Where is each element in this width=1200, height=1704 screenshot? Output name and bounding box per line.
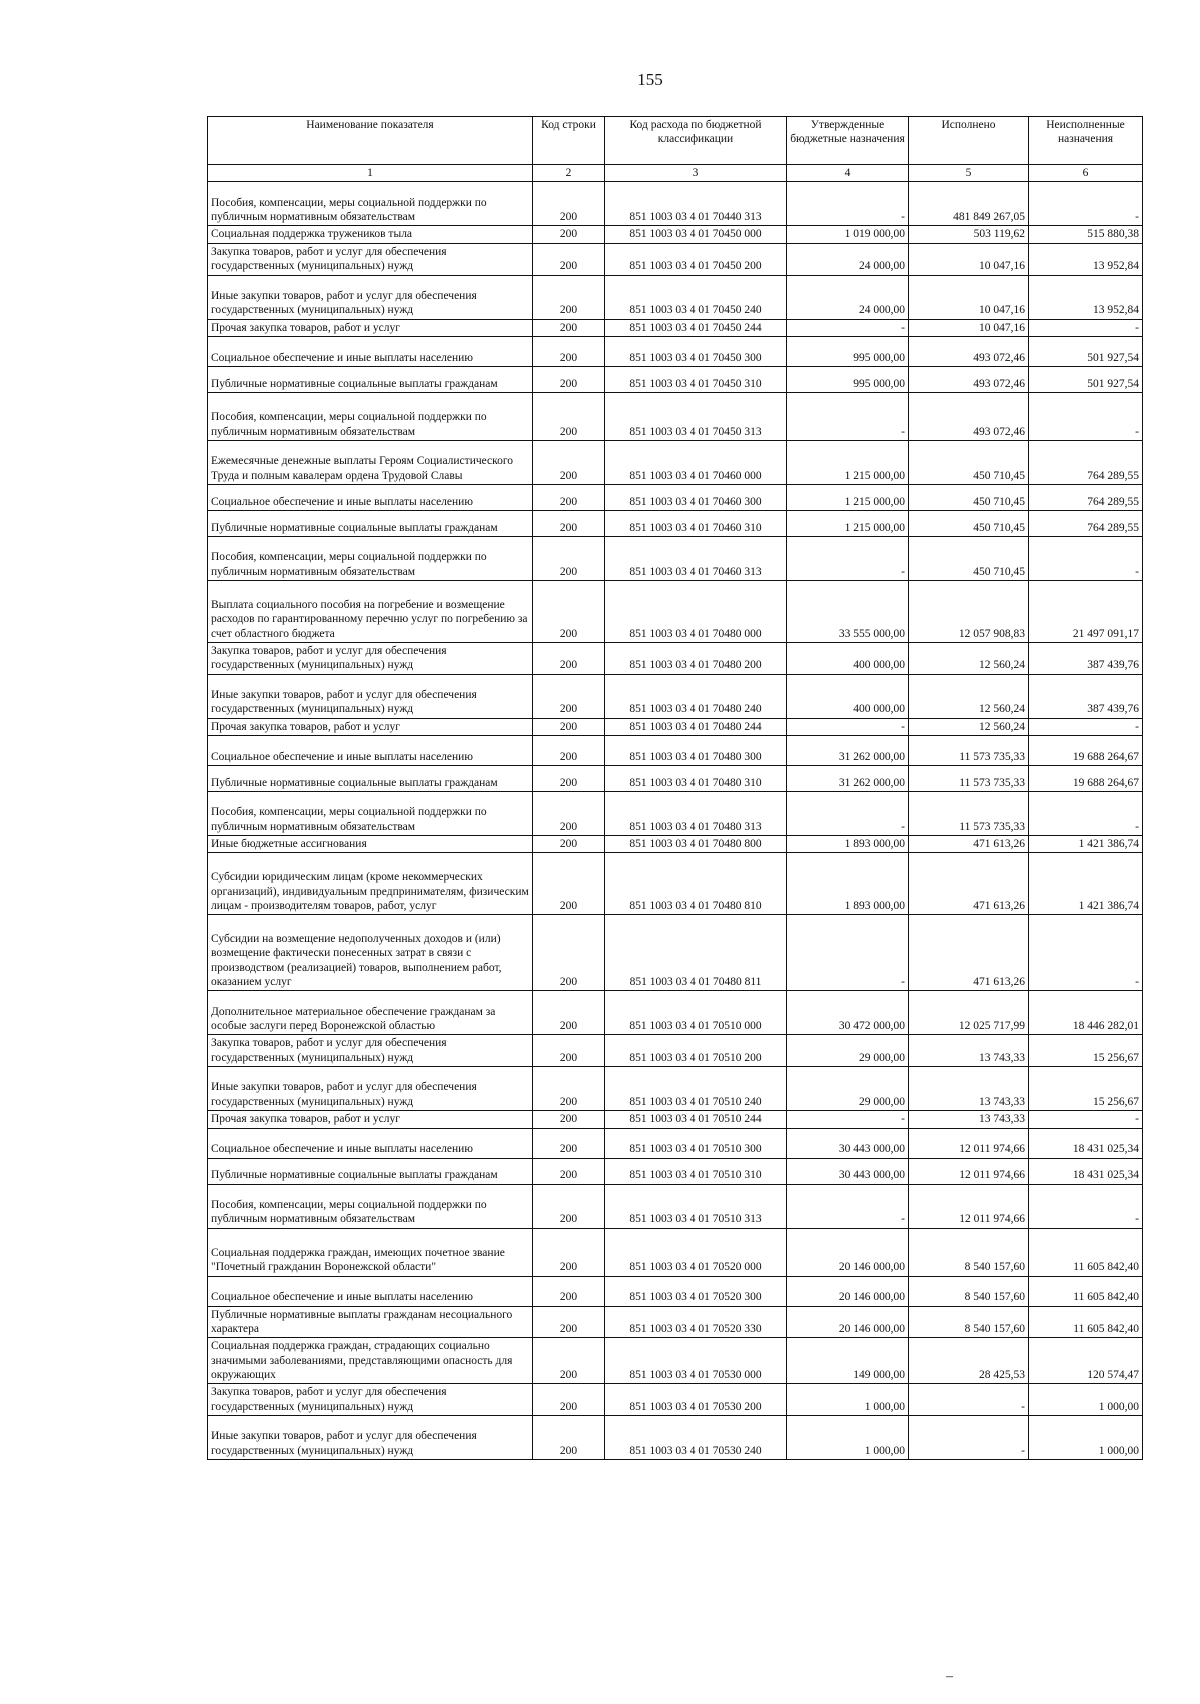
row-unexecuted-amount: 764 289,55 xyxy=(1029,440,1143,484)
row-executed-amount: 493 072,46 xyxy=(909,336,1029,366)
row-indicator-name: Закупка товаров, работ и услуг для обеспечения государственных (муниципальных) нужд xyxy=(208,243,533,275)
table-row xyxy=(208,1035,1143,1067)
table-row xyxy=(208,718,1143,735)
header-executed: Исполнено xyxy=(909,117,1029,165)
row-approved-amount: 1 215 000,00 xyxy=(787,440,909,484)
row-indicator-name: Пособия, компенсации, меры социальной поддержки по публичным нормативным обязательствам xyxy=(208,792,533,836)
row-expense-code: 851 1003 03 4 01 70530 240 xyxy=(605,1416,787,1460)
row-indicator-name: Социальное обеспечение и иные выплаты населению xyxy=(208,336,533,366)
row-indicator-name: Ежемесячные денежные выплаты Героям Социалистического Труда и полным кавалерам ордена Трудовой Славы xyxy=(208,440,533,484)
row-unexecuted-amount: 120 574,47 xyxy=(1029,1338,1143,1384)
row-unexecuted-amount: 387 439,76 xyxy=(1029,642,1143,674)
table-row xyxy=(208,510,1143,536)
row-expense-code: 851 1003 03 4 01 70520 330 xyxy=(605,1306,787,1338)
row-unexecuted-amount: 21 497 091,17 xyxy=(1029,580,1143,642)
budget-execution-table xyxy=(207,116,1143,1460)
row-expense-code: 851 1003 03 4 01 70480 000 xyxy=(605,580,787,642)
row-indicator-name: Социальное обеспечение и иные выплаты населению xyxy=(208,484,533,510)
row-approved-amount: 20 146 000,00 xyxy=(787,1228,909,1276)
row-indicator-name: Иные закупки товаров, работ и услуг для обеспечения государственных (муниципальных) нужд xyxy=(208,1416,533,1460)
table-body xyxy=(208,182,1143,1460)
table-row xyxy=(208,836,1143,853)
row-line-code: 200 xyxy=(533,766,605,792)
table-row xyxy=(208,1111,1143,1128)
row-indicator-name: Публичные нормативные социальные выплаты гражданам xyxy=(208,366,533,392)
row-expense-code: 851 1003 03 4 01 70480 310 xyxy=(605,766,787,792)
row-line-code: 200 xyxy=(533,915,605,991)
row-indicator-name: Социальная поддержка граждан, страдающих социально значимыми заболеваниями, представляющими опасность для окружающих xyxy=(208,1338,533,1384)
row-line-code: 200 xyxy=(533,1338,605,1384)
row-expense-code: 851 1003 03 4 01 70510 000 xyxy=(605,991,787,1035)
row-line-code: 200 xyxy=(533,1128,605,1158)
row-approved-amount: 30 443 000,00 xyxy=(787,1158,909,1184)
row-line-code: 200 xyxy=(533,1067,605,1111)
row-expense-code: 851 1003 03 4 01 70450 200 xyxy=(605,243,787,275)
row-expense-code: 851 1003 03 4 01 70530 000 xyxy=(605,1338,787,1384)
row-unexecuted-amount: - xyxy=(1029,718,1143,735)
row-line-code: 200 xyxy=(533,1184,605,1228)
row-approved-amount: 24 000,00 xyxy=(787,243,909,275)
row-indicator-name: Субсидии на возмещение недополученных доходов и (или) возмещение фактически понесенных затрат в связи с производством (реализацией) товаров, выполнением работ, оказанием услуг xyxy=(208,915,533,991)
row-executed-amount: 450 710,45 xyxy=(909,440,1029,484)
row-line-code: 200 xyxy=(533,510,605,536)
table-row xyxy=(208,1067,1143,1111)
row-unexecuted-amount: - xyxy=(1029,1111,1143,1128)
row-expense-code: 851 1003 03 4 01 70460 000 xyxy=(605,440,787,484)
header-expense-code: Код расхода по бюджетной классификации xyxy=(605,117,787,165)
row-executed-amount: 11 573 735,33 xyxy=(909,792,1029,836)
row-approved-amount: - xyxy=(787,792,909,836)
row-unexecuted-amount: - xyxy=(1029,182,1143,226)
row-indicator-name: Публичные нормативные социальные выплаты гражданам xyxy=(208,766,533,792)
row-line-code: 200 xyxy=(533,642,605,674)
row-indicator-name: Социальная поддержка граждан, имеющих почетное звание "Почетный гражданин Воронежской области" xyxy=(208,1228,533,1276)
row-line-code: 200 xyxy=(533,319,605,336)
header-line-code: Код строки xyxy=(533,117,605,165)
row-approved-amount: 400 000,00 xyxy=(787,674,909,718)
row-indicator-name: Выплата социального пособия на погребение и возмещение расходов по гарантированному перечню услуг по погребению за счет областного бюджета xyxy=(208,580,533,642)
row-indicator-name: Закупка товаров, работ и услуг для обеспечения государственных (муниципальных) нужд xyxy=(208,1035,533,1067)
column-number: 4 xyxy=(787,165,909,182)
row-unexecuted-amount: 19 688 264,67 xyxy=(1029,766,1143,792)
row-indicator-name: Социальная поддержка тружеников тыла xyxy=(208,226,533,243)
row-line-code: 200 xyxy=(533,1228,605,1276)
row-approved-amount: 30 472 000,00 xyxy=(787,991,909,1035)
table-row xyxy=(208,1338,1143,1384)
row-indicator-name: Прочая закупка товаров, работ и услуг xyxy=(208,319,533,336)
row-approved-amount: 1 000,00 xyxy=(787,1384,909,1416)
row-unexecuted-amount: 11 605 842,40 xyxy=(1029,1228,1143,1276)
row-expense-code: 851 1003 03 4 01 70510 244 xyxy=(605,1111,787,1128)
table-row xyxy=(208,243,1143,275)
row-indicator-name: Иные бюджетные ассигнования xyxy=(208,836,533,853)
table-row xyxy=(208,336,1143,366)
column-number: 3 xyxy=(605,165,787,182)
table-row xyxy=(208,766,1143,792)
row-approved-amount: - xyxy=(787,319,909,336)
row-approved-amount: 1 215 000,00 xyxy=(787,484,909,510)
row-unexecuted-amount: 1 421 386,74 xyxy=(1029,836,1143,853)
table-row xyxy=(208,1128,1143,1158)
row-unexecuted-amount: 515 880,38 xyxy=(1029,226,1143,243)
row-indicator-name: Прочая закупка товаров, работ и услуг xyxy=(208,1111,533,1128)
row-unexecuted-amount: 1 000,00 xyxy=(1029,1416,1143,1460)
table-row xyxy=(208,915,1143,991)
row-indicator-name: Пособия, компенсации, меры социальной поддержки по публичным нормативным обязательствам xyxy=(208,1184,533,1228)
row-indicator-name: Закупка товаров, работ и услуг для обеспечения государственных (муниципальных) нужд xyxy=(208,1384,533,1416)
table-row xyxy=(208,275,1143,319)
row-line-code: 200 xyxy=(533,718,605,735)
column-number: 2 xyxy=(533,165,605,182)
row-executed-amount: 12 057 908,83 xyxy=(909,580,1029,642)
row-expense-code: 851 1003 03 4 01 70450 300 xyxy=(605,336,787,366)
row-unexecuted-amount: 19 688 264,67 xyxy=(1029,736,1143,766)
row-unexecuted-amount: 11 605 842,40 xyxy=(1029,1306,1143,1338)
row-approved-amount: 1 893 000,00 xyxy=(787,853,909,915)
row-unexecuted-amount: 18 431 025,34 xyxy=(1029,1128,1143,1158)
table-row xyxy=(208,792,1143,836)
row-approved-amount: 31 262 000,00 xyxy=(787,766,909,792)
row-unexecuted-amount: 18 431 025,34 xyxy=(1029,1158,1143,1184)
row-expense-code: 851 1003 03 4 01 70460 313 xyxy=(605,536,787,580)
row-expense-code: 851 1003 03 4 01 70450 313 xyxy=(605,392,787,440)
header-indicator-name: Наименование показателя xyxy=(208,117,533,165)
column-number: 6 xyxy=(1029,165,1143,182)
row-unexecuted-amount: 13 952,84 xyxy=(1029,243,1143,275)
row-expense-code: 851 1003 03 4 01 70480 240 xyxy=(605,674,787,718)
table-row xyxy=(208,1228,1143,1276)
row-line-code: 200 xyxy=(533,1276,605,1306)
header-unexecuted: Неисполненные назначения xyxy=(1029,117,1143,165)
row-executed-amount: 493 072,46 xyxy=(909,366,1029,392)
footer-mark: ‒ xyxy=(946,1669,953,1684)
row-indicator-name: Социальное обеспечение и иные выплаты населению xyxy=(208,736,533,766)
row-indicator-name: Пособия, компенсации, меры социальной поддержки по публичным нормативным обязательствам xyxy=(208,392,533,440)
table-row xyxy=(208,1184,1143,1228)
row-line-code: 200 xyxy=(533,792,605,836)
row-executed-amount: 10 047,16 xyxy=(909,319,1029,336)
row-expense-code: 851 1003 03 4 01 70460 310 xyxy=(605,510,787,536)
row-executed-amount: 450 710,45 xyxy=(909,510,1029,536)
row-unexecuted-amount: 13 952,84 xyxy=(1029,275,1143,319)
table-row xyxy=(208,440,1143,484)
table-row xyxy=(208,182,1143,226)
row-line-code: 200 xyxy=(533,182,605,226)
row-unexecuted-amount: 1 421 386,74 xyxy=(1029,853,1143,915)
row-expense-code: 851 1003 03 4 01 70480 300 xyxy=(605,736,787,766)
row-expense-code: 851 1003 03 4 01 70460 300 xyxy=(605,484,787,510)
row-line-code: 200 xyxy=(533,1158,605,1184)
table-header-row xyxy=(208,117,1143,165)
row-executed-amount: 8 540 157,60 xyxy=(909,1306,1029,1338)
row-unexecuted-amount: - xyxy=(1029,536,1143,580)
row-executed-amount: 12 011 974,66 xyxy=(909,1128,1029,1158)
column-number: 1 xyxy=(208,165,533,182)
row-line-code: 200 xyxy=(533,736,605,766)
row-expense-code: 851 1003 03 4 01 70520 300 xyxy=(605,1276,787,1306)
table-row xyxy=(208,536,1143,580)
row-line-code: 200 xyxy=(533,392,605,440)
row-line-code: 200 xyxy=(533,1035,605,1067)
row-executed-amount: 28 425,53 xyxy=(909,1338,1029,1384)
row-approved-amount: 30 443 000,00 xyxy=(787,1128,909,1158)
row-unexecuted-amount: - xyxy=(1029,319,1143,336)
column-number: 5 xyxy=(909,165,1029,182)
row-expense-code: 851 1003 03 4 01 70510 300 xyxy=(605,1128,787,1158)
row-approved-amount: 1 893 000,00 xyxy=(787,836,909,853)
row-approved-amount: 20 146 000,00 xyxy=(787,1306,909,1338)
row-approved-amount: 29 000,00 xyxy=(787,1035,909,1067)
row-unexecuted-amount: 501 927,54 xyxy=(1029,336,1143,366)
row-line-code: 200 xyxy=(533,1384,605,1416)
table-row xyxy=(208,1276,1143,1306)
row-expense-code: 851 1003 03 4 01 70510 240 xyxy=(605,1067,787,1111)
row-executed-amount: 471 613,26 xyxy=(909,915,1029,991)
table-row xyxy=(208,1384,1143,1416)
row-approved-amount: 995 000,00 xyxy=(787,366,909,392)
row-expense-code: 851 1003 03 4 01 70450 240 xyxy=(605,275,787,319)
row-expense-code: 851 1003 03 4 01 70480 244 xyxy=(605,718,787,735)
row-unexecuted-amount: 387 439,76 xyxy=(1029,674,1143,718)
row-approved-amount: - xyxy=(787,536,909,580)
row-expense-code: 851 1003 03 4 01 70530 200 xyxy=(605,1384,787,1416)
row-approved-amount: 31 262 000,00 xyxy=(787,736,909,766)
table-row xyxy=(208,853,1143,915)
row-expense-code: 851 1003 03 4 01 70440 313 xyxy=(605,182,787,226)
row-expense-code: 851 1003 03 4 01 70450 244 xyxy=(605,319,787,336)
row-line-code: 200 xyxy=(533,1416,605,1460)
row-indicator-name: Прочая закупка товаров, работ и услуг xyxy=(208,718,533,735)
row-executed-amount: 13 743,33 xyxy=(909,1035,1029,1067)
row-line-code: 200 xyxy=(533,1306,605,1338)
row-approved-amount: - xyxy=(787,718,909,735)
row-approved-amount: - xyxy=(787,392,909,440)
row-unexecuted-amount: - xyxy=(1029,915,1143,991)
header-approved: Утвержденные бюджетные назначения xyxy=(787,117,909,165)
table-row xyxy=(208,1158,1143,1184)
row-line-code: 200 xyxy=(533,243,605,275)
row-expense-code: 851 1003 03 4 01 70480 200 xyxy=(605,642,787,674)
row-expense-code: 851 1003 03 4 01 70450 310 xyxy=(605,366,787,392)
row-executed-amount: 450 710,45 xyxy=(909,536,1029,580)
table-row xyxy=(208,642,1143,674)
row-executed-amount: 12 011 974,66 xyxy=(909,1158,1029,1184)
row-executed-amount: - xyxy=(909,1416,1029,1460)
row-line-code: 200 xyxy=(533,674,605,718)
row-indicator-name: Субсидии юридическим лицам (кроме некоммерческих организаций), индивидуальным предпринимателям, физическим лицам - производителям товаров, работ, услуг xyxy=(208,853,533,915)
row-executed-amount: 12 560,24 xyxy=(909,674,1029,718)
row-executed-amount: - xyxy=(909,1384,1029,1416)
row-expense-code: 851 1003 03 4 01 70480 800 xyxy=(605,836,787,853)
row-expense-code: 851 1003 03 4 01 70510 310 xyxy=(605,1158,787,1184)
table-row xyxy=(208,674,1143,718)
table-row xyxy=(208,392,1143,440)
row-approved-amount: - xyxy=(787,915,909,991)
column-number-row xyxy=(208,165,1143,182)
row-expense-code: 851 1003 03 4 01 70510 200 xyxy=(605,1035,787,1067)
row-unexecuted-amount: - xyxy=(1029,1184,1143,1228)
row-line-code: 200 xyxy=(533,366,605,392)
row-expense-code: 851 1003 03 4 01 70450 000 xyxy=(605,226,787,243)
row-executed-amount: 493 072,46 xyxy=(909,392,1029,440)
row-indicator-name: Публичные нормативные социальные выплаты гражданам xyxy=(208,510,533,536)
table-row xyxy=(208,1306,1143,1338)
row-unexecuted-amount: 18 446 282,01 xyxy=(1029,991,1143,1035)
row-line-code: 200 xyxy=(533,226,605,243)
row-indicator-name: Публичные нормативные выплаты гражданам несоциального характера xyxy=(208,1306,533,1338)
row-executed-amount: 11 573 735,33 xyxy=(909,736,1029,766)
table-row xyxy=(208,1416,1143,1460)
row-approved-amount: 1 000,00 xyxy=(787,1416,909,1460)
table-row xyxy=(208,366,1143,392)
row-executed-amount: 10 047,16 xyxy=(909,275,1029,319)
row-line-code: 200 xyxy=(533,536,605,580)
row-indicator-name: Закупка товаров, работ и услуг для обеспечения государственных (муниципальных) нужд xyxy=(208,642,533,674)
row-indicator-name: Публичные нормативные социальные выплаты гражданам xyxy=(208,1158,533,1184)
row-unexecuted-amount: 11 605 842,40 xyxy=(1029,1276,1143,1306)
row-executed-amount: 10 047,16 xyxy=(909,243,1029,275)
row-executed-amount: 471 613,26 xyxy=(909,853,1029,915)
row-unexecuted-amount: 15 256,67 xyxy=(1029,1067,1143,1111)
row-approved-amount: - xyxy=(787,182,909,226)
table-row xyxy=(208,484,1143,510)
row-line-code: 200 xyxy=(533,336,605,366)
row-unexecuted-amount: - xyxy=(1029,392,1143,440)
row-approved-amount: 24 000,00 xyxy=(787,275,909,319)
row-indicator-name: Социальное обеспечение и иные выплаты населению xyxy=(208,1276,533,1306)
row-approved-amount: 149 000,00 xyxy=(787,1338,909,1384)
row-line-code: 200 xyxy=(533,484,605,510)
row-executed-amount: 8 540 157,60 xyxy=(909,1276,1029,1306)
row-expense-code: 851 1003 03 4 01 70480 811 xyxy=(605,915,787,991)
row-unexecuted-amount: 15 256,67 xyxy=(1029,1035,1143,1067)
row-executed-amount: 12 011 974,66 xyxy=(909,1184,1029,1228)
table-row xyxy=(208,226,1143,243)
row-unexecuted-amount: 1 000,00 xyxy=(1029,1384,1143,1416)
row-executed-amount: 12 560,24 xyxy=(909,642,1029,674)
row-unexecuted-amount: 501 927,54 xyxy=(1029,366,1143,392)
row-approved-amount: 995 000,00 xyxy=(787,336,909,366)
row-executed-amount: 481 849 267,05 xyxy=(909,182,1029,226)
row-line-code: 200 xyxy=(533,836,605,853)
row-line-code: 200 xyxy=(533,1111,605,1128)
row-approved-amount: 20 146 000,00 xyxy=(787,1276,909,1306)
row-indicator-name: Иные закупки товаров, работ и услуг для обеспечения государственных (муниципальных) нужд xyxy=(208,1067,533,1111)
row-unexecuted-amount: 764 289,55 xyxy=(1029,484,1143,510)
row-indicator-name: Дополнительное материальное обеспечение гражданам за особые заслуги перед Воронежской областью xyxy=(208,991,533,1035)
row-executed-amount: 11 573 735,33 xyxy=(909,766,1029,792)
table-row xyxy=(208,319,1143,336)
row-expense-code: 851 1003 03 4 01 70510 313 xyxy=(605,1184,787,1228)
row-approved-amount: 33 555 000,00 xyxy=(787,580,909,642)
row-expense-code: 851 1003 03 4 01 70480 313 xyxy=(605,792,787,836)
table-row xyxy=(208,736,1143,766)
row-line-code: 200 xyxy=(533,275,605,319)
row-expense-code: 851 1003 03 4 01 70480 810 xyxy=(605,853,787,915)
row-executed-amount: 450 710,45 xyxy=(909,484,1029,510)
row-unexecuted-amount: 764 289,55 xyxy=(1029,510,1143,536)
row-executed-amount: 13 743,33 xyxy=(909,1111,1029,1128)
row-indicator-name: Пособия, компенсации, меры социальной поддержки по публичным нормативным обязательствам xyxy=(208,182,533,226)
row-indicator-name: Иные закупки товаров, работ и услуг для обеспечения государственных (муниципальных) нужд xyxy=(208,674,533,718)
row-expense-code: 851 1003 03 4 01 70520 000 xyxy=(605,1228,787,1276)
row-line-code: 200 xyxy=(533,440,605,484)
row-indicator-name: Иные закупки товаров, работ и услуг для обеспечения государственных (муниципальных) нужд xyxy=(208,275,533,319)
row-executed-amount: 503 119,62 xyxy=(909,226,1029,243)
page-number: 155 xyxy=(637,70,663,89)
row-approved-amount: 1 215 000,00 xyxy=(787,510,909,536)
row-approved-amount: 29 000,00 xyxy=(787,1067,909,1111)
table-row xyxy=(208,580,1143,642)
row-executed-amount: 8 540 157,60 xyxy=(909,1228,1029,1276)
row-approved-amount: 1 019 000,00 xyxy=(787,226,909,243)
row-approved-amount: - xyxy=(787,1184,909,1228)
row-line-code: 200 xyxy=(533,991,605,1035)
row-indicator-name: Пособия, компенсации, меры социальной поддержки по публичным нормативным обязательствам xyxy=(208,536,533,580)
row-executed-amount: 12 025 717,99 xyxy=(909,991,1029,1035)
row-line-code: 200 xyxy=(533,580,605,642)
row-approved-amount: 400 000,00 xyxy=(787,642,909,674)
row-line-code: 200 xyxy=(533,853,605,915)
row-approved-amount: - xyxy=(787,1111,909,1128)
row-executed-amount: 12 560,24 xyxy=(909,718,1029,735)
row-indicator-name: Социальное обеспечение и иные выплаты населению xyxy=(208,1128,533,1158)
row-executed-amount: 471 613,26 xyxy=(909,836,1029,853)
table-row xyxy=(208,991,1143,1035)
row-unexecuted-amount: - xyxy=(1029,792,1143,836)
row-executed-amount: 13 743,33 xyxy=(909,1067,1029,1111)
